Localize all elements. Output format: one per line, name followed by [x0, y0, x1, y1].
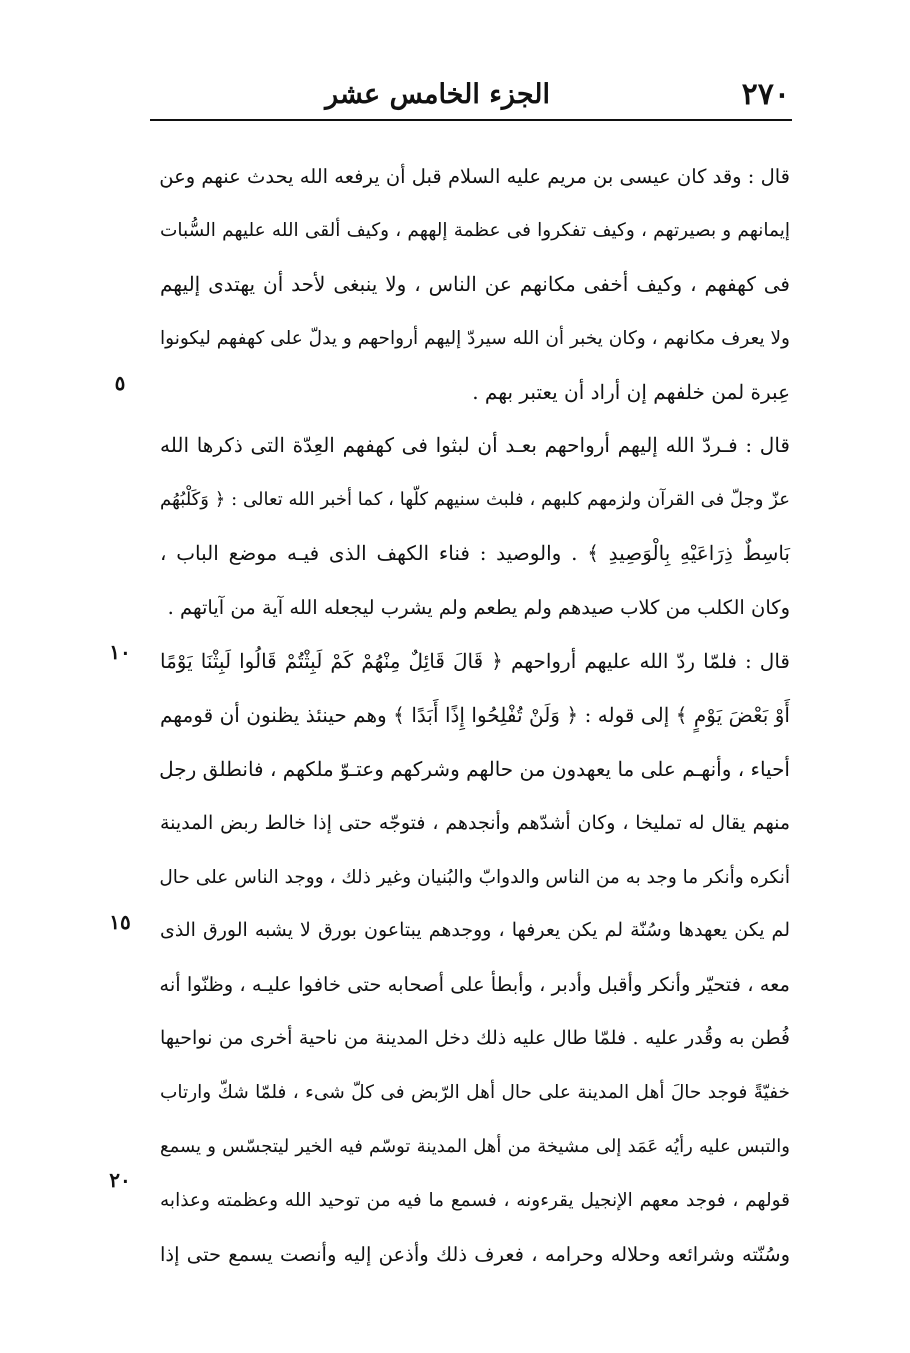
text-line: قال : فـردّ الله إليهم أرواحهم بعـد أن لبثوا فى كهفهم العِدّة التى ذكرها الله: [160, 433, 790, 458]
text-line: والتبس عليه رأيُه عَمَد إلى مشيخة من أهل المدينة توسّم فيه الخير ليتجسّس و يسمع: [160, 1136, 790, 1158]
text-line: عِبرة لمن خلفهم إن أراد أن يعتبر بهم .: [472, 379, 790, 404]
text-line: فى كهفهم ، وكيف أخفى مكانهم عن الناس ، ولا ينبغى لأحد أن يهتدى إليهم: [160, 271, 790, 296]
text-line: أنكره وأنكر ما وجد به من الناس والدوابّ والبُنيان وغير ذلك ، ووجد الناس على حال: [159, 866, 790, 888]
text-line: أحياء ، وأنهـم على ما يعهدون من حالهم وشركهم وعتـوّ ملكهم ، فانطلق رجل: [159, 756, 790, 781]
text-line: منهم يقال له تمليخا ، وكان أشدّهم وأنجدهم ، فتوجّه حتى إذا خالط ربض المدينة: [160, 811, 790, 834]
text-line: وكان الكلب من كلاب صيدهم ولم يطعم ولم يشرب ليجعله الله آية من آياتهم .: [167, 596, 790, 620]
running-title: الجزء الخامس عشر: [325, 79, 550, 110]
text-line: بَاسِطٌ ذِرَاعَيْهِ بِالْوَصِيدِ ﴾ . والوصيد : فناء الكهف الذى فيـه موضع الباب ،: [160, 541, 791, 566]
text-line: وسُنّته وشرائعه وحلاله وحرامه ، فعرف ذلك وأذعن إليه وأنصت يسمع حتى إذا: [160, 1242, 790, 1266]
text-line: قولهم ، فوجد معهم الإنجيل يقرءونه ، فسمع ما فيه من توحيد الله وعظمته وعذابه: [160, 1189, 790, 1211]
text-line: فُطن به وقُدر عليه . فلمّا طال عليه ذلك دخل المدينة من ناحية أخرى من نواحيها: [160, 1027, 790, 1050]
margin-line-number: ١٠: [109, 640, 131, 664]
text-line: قال : وقد كان عيسى بن مريم عليه السلام قبل أن يرفعه الله يحدث عنهم وعن: [159, 165, 790, 188]
text-line: لم يكن يعهدها وسُنّة لم يكن يعرفها ، ووجدهم يبتاعون بورق لا يشبه الورق الذى: [160, 919, 790, 942]
text-line: معه ، فتحيّر وأنكر وأقبل وأدبر ، وأبطأ على أصحابه حتى خافوا عليـه ، وظنّوا أنه: [159, 973, 790, 997]
text-line: إيمانهم و بصيرتهم ، وكيف تفكروا فى عظمة إلههم ، وكيف ألقى الله عليهم السُّبات: [160, 219, 790, 241]
margin-line-number: ٥: [114, 371, 126, 395]
body-text: [160, 150, 790, 1282]
text-line: عزّ وجلّ فى القرآن ولزمهم كلبهم ، فلبث سنيهم كلّها ، كما أخبر الله تعالى : ﴿ وَكَلْبُهُم: [160, 489, 790, 511]
text-line: خفيّةً فوجد حالَ أهل المدينة على حال أهل الرّبض فى كلّ شىء ، فلمّا شكّ وارتاب: [160, 1082, 790, 1104]
text-line: قال : فلمّا ردّ الله عليهم أرواحهم ﴿ قَالَ قَائِلٌ مِنْهُمْ كَمْ لَبِثْتُمْ قَالُوا لَبِثْنَا يَوْمًا: [160, 649, 790, 674]
margin-line-number: ١٥: [109, 910, 131, 934]
text-line: أَوْ بَعْضَ يَوْمٍ ﴾ إلى قوله : ﴿ وَلَنْ تُفْلِحُوا إِذًا أَبَدًا ﴾ وهم حينئذ يظنون أن قومهم: [160, 702, 790, 727]
page-number: ٢٧٠: [741, 77, 790, 112]
page-header: [150, 70, 790, 120]
text-line: ولا يعرف مكانهم ، وكان يخبر أن الله سيردّ إليهم أرواحهم و يدلّ على كهفهم ليكونوا: [160, 327, 790, 349]
margin-line-number: ٢٠: [109, 1168, 131, 1192]
header-rule: [150, 119, 792, 121]
